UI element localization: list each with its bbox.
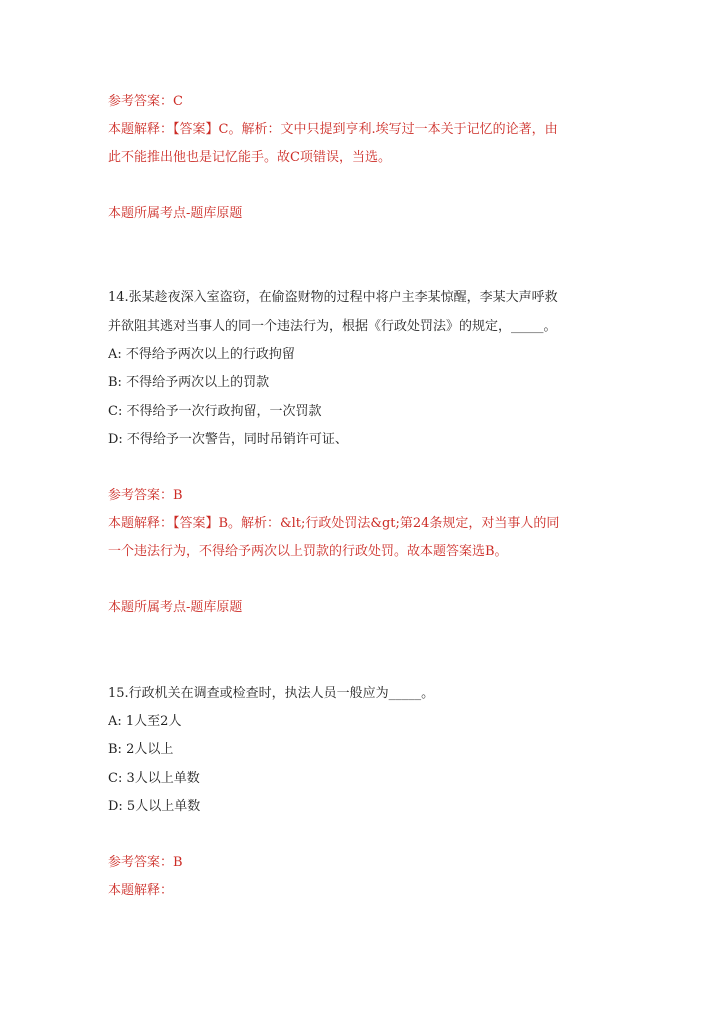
option-d: D: 不得给予一次警告，同时吊销许可证、: [108, 432, 348, 447]
option-d: D: 5人以上单数: [108, 799, 201, 814]
explanation-label: 本题解释：: [108, 883, 174, 898]
option-c: C: 3人以上单数: [108, 771, 200, 786]
option-b: B: 2人以上: [108, 742, 174, 757]
question-stem: 15.行政机关在调查或检查时，执法人员一般应为_____。: [108, 686, 435, 701]
answer-label: 参考答案：B: [108, 855, 183, 870]
explanation-line: 此不能推出他也是记忆能手。故C项错误，当选。: [108, 150, 391, 165]
option-c: C: 不得给予一次行政拘留，一次罚款: [108, 404, 322, 419]
option-a: A: 1人至2人: [108, 714, 182, 729]
source-note: 本题所属考点-题库原题: [108, 206, 243, 221]
question-stem: 14.张某趁夜深入室盗窃，在偷盗财物的过程中将户主李某惊醒，李某大声呼救: [108, 290, 558, 305]
explanation-line: 本题解释：【答案】C。解析：文中只提到亨利.埃写过一本关于记忆的论著，由: [108, 122, 558, 137]
explanation-line: 本题解释：【答案】B。解析：&lt;行政处罚法&gt;第24条规定，对当事人的同: [108, 516, 560, 531]
answer-label: 参考答案：C: [108, 94, 183, 109]
option-b: B: 不得给予两次以上的罚款: [108, 375, 270, 390]
answer-label: 参考答案：B: [108, 488, 183, 503]
source-note: 本题所属考点-题库原题: [108, 600, 243, 615]
option-a: A: 不得给予两次以上的行政拘留: [108, 347, 295, 362]
question-stem: 并欲阻其逃对当事人的同一个违法行为，根据《行政处罚法》的规定，_____。: [108, 319, 557, 334]
explanation-line: 一个违法行为，不得给予两次以上罚款的行政处罚。故本题答案选B。: [108, 544, 508, 559]
